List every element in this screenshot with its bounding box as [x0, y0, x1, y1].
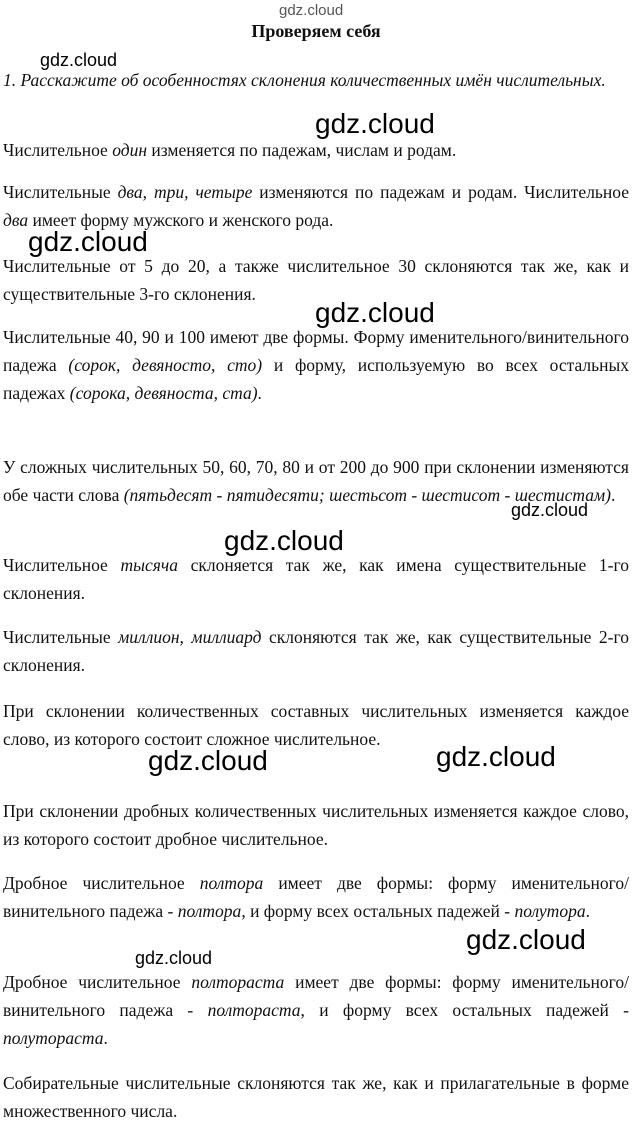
watermark: gdz.cloud [28, 226, 148, 257]
paragraph [3, 323, 629, 407]
watermark: gdz.cloud [148, 745, 268, 776]
paragraph-text: имеет две формы: форму именительного/винительного падежа - [3, 972, 629, 1020]
paragraph-text: Числительное [3, 555, 121, 575]
paragraph [3, 968, 629, 1052]
italic-term: полутора [514, 901, 586, 921]
paragraph-text: имеет две формы: форму именительного/винительного падежа - [3, 873, 630, 921]
paragraph-text: Дробное числительное [3, 972, 192, 992]
paragraph-text: У сложных числительных 50, 60, 70, 80 и от 200 до 900 при склонении изменяются обе части слова [3, 457, 629, 505]
paragraph-text: . [585, 901, 590, 921]
italic-term: (сорок, девяносто, сто) [68, 355, 263, 375]
italic-term: (пятьдесят - пятидесяти; шестьсот - шестисот - шестистам) [123, 485, 612, 505]
paragraph [3, 1069, 629, 1125]
paragraph-text: , и форму всех остальных падежей - [300, 1000, 630, 1020]
paragraph-text: изменяется по падежам, числам и родам. [147, 140, 457, 160]
paragraph [3, 623, 629, 679]
paragraph [3, 136, 629, 164]
paragraph-text: , и форму всех остальных падежей - [241, 901, 515, 921]
watermark: gdz.cloud [466, 924, 586, 955]
watermark-header: gdz.cloud [279, 2, 344, 19]
watermark: gdz.cloud [315, 297, 435, 328]
paragraph-text: Числительные 40, 90 и 100 имеют две формы. Форму именительного/винительного падежа [3, 327, 629, 375]
italic-term: миллион [118, 627, 180, 647]
paragraph-text: При склонении дробных количественных числительных изменяется каждое слово, из которого состоит дробное числительное. [3, 801, 629, 849]
paragraph-text: Числительные [3, 627, 119, 647]
paragraph-text: и форму, используемую во всех остальных падежах [3, 355, 630, 403]
paragraph-text: . [103, 1028, 108, 1048]
italic-term: два [3, 210, 29, 230]
paragraph [3, 551, 629, 607]
paragraph [3, 797, 629, 853]
paragraph-text: . [611, 485, 616, 505]
watermark: gdz.cloud [436, 741, 556, 772]
question-text: 1. Расскажите об особенностях склонения количественных имён числительных. [3, 70, 606, 90]
paragraph-text: Числительные от 5 до 20, а также числительное 30 склоняются так же, как и существительные 3-го склонения. [3, 256, 629, 304]
italic-term: полтораста [191, 972, 285, 992]
paragraph-text: имеет форму мужского и женского рода. [28, 210, 334, 230]
italic-term: полутораста [3, 1028, 104, 1048]
paragraph-text: Числительное [3, 140, 113, 160]
watermark: gdz.cloud [315, 108, 435, 139]
paragraph-text: Числительные [3, 182, 118, 202]
watermark: gdz.cloud [135, 948, 213, 968]
paragraph-text: При склонении количественных составных числительных изменяется каждое слово, из которого состоит сложное числительное. [3, 701, 629, 749]
italic-term: полтораста [207, 1000, 301, 1020]
paragraph-text: Собирательные числительные склоняются так же, как и прилагательные в форме множественного числа. [3, 1073, 629, 1121]
italic-term: полтора [177, 901, 242, 921]
italic-term: один [112, 140, 148, 160]
paragraph-text: изменяются по падежам и родам. Числительное [252, 182, 630, 202]
italic-term: два, три, четыре [117, 182, 253, 202]
italic-term: миллиард [191, 627, 262, 647]
italic-term: полтора [199, 873, 264, 893]
paragraph-text: склоняется так же, как имена существительные 1-го склонения. [3, 555, 629, 603]
page-title: Проверяем себя [251, 21, 381, 41]
paragraph [3, 869, 629, 925]
paragraph-text: склоняются так же, как существительные 2-го склонения. [3, 627, 629, 675]
watermark: gdz.cloud [224, 525, 344, 556]
italic-term: (сорока, девяноста, ста) [69, 383, 258, 403]
watermark: gdz.cloud [40, 50, 118, 70]
watermark: gdz.cloud [511, 500, 589, 520]
paragraph-text: Дробное числительное [3, 873, 200, 893]
paragraph-text: . [257, 383, 262, 403]
italic-term: тысяча [120, 555, 178, 575]
paragraph-text: , [179, 627, 192, 647]
